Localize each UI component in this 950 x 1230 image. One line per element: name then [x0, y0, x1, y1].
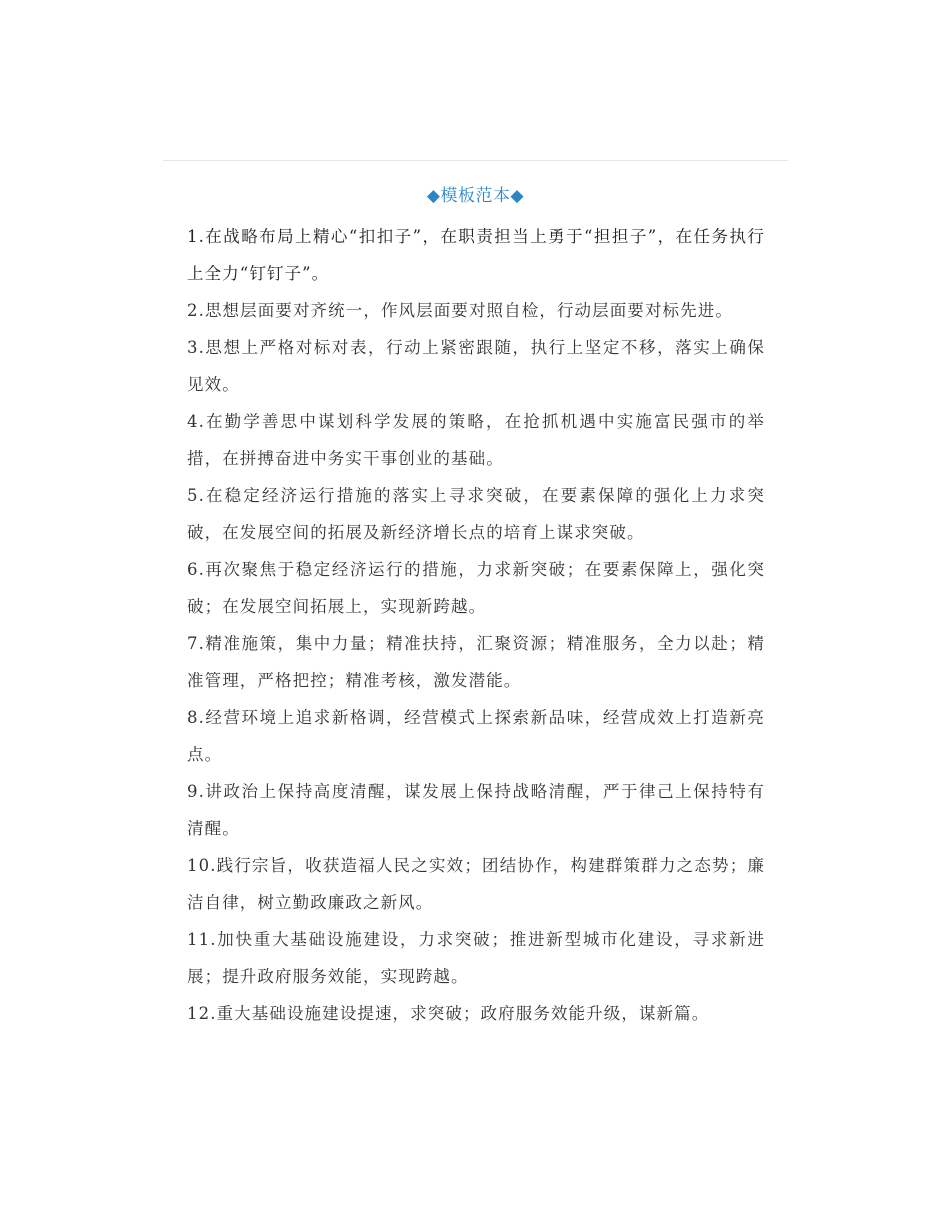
list-item: 2.思想层面要对齐统一，作风层面要对照自检，行动层面要对标先进。: [187, 301, 733, 320]
template-list: [187, 218, 765, 1032]
list-item: 5.在稳定经济运行措施的落实上寻求突破，在要素保障的强化上力求突破，在发展空间的拓展及新经济增长点的培育上谋求突破。: [187, 486, 765, 542]
list-item: 6.再次聚焦于稳定经济运行的措施，力求新突破；在要素保障上，强化突破；在发展空间拓展上，实现新跨越。: [187, 560, 765, 616]
list-item: 4.在勤学善思中谋划科学发展的策略，在抢抓机遇中实施富民强市的举措，在拼搏奋进中务实干事创业的基础。: [187, 412, 765, 468]
list-item: 7.精准施策，集中力量；精准扶持，汇聚资源；精准服务，全力以赴；精准管理，严格把控；精准考核，激发潜能。: [187, 634, 765, 690]
list-item: 11.加快重大基础设施建设，力求突破；推进新型城市化建设，寻求新进展；提升政府服务效能，实现跨越。: [187, 930, 765, 986]
header-divider: [163, 160, 788, 161]
section-heading: ◆模板范本◆: [426, 186, 525, 206]
list-item: 8.经营环境上追求新格调，经营模式上探索新品味，经营成效上打造新亮点。: [187, 708, 765, 764]
list-item: 9.讲政治上保持高度清醒，谋发展上保持战略清醒，严于律己上保持特有清醒。: [187, 782, 765, 838]
list-item: 12.重大基础设施建设提速，求突破；政府服务效能升级，谋新篇。: [187, 1004, 710, 1023]
list-item: 3.思想上严格对标对表，行动上紧密跟随，执行上坚定不移，落实上确保见效。: [187, 338, 765, 394]
list-item: 10.践行宗旨，收获造福人民之实效；团结协作，构建群策群力之态势；廉洁自律，树立勤政廉政之新风。: [187, 856, 765, 912]
list-item: 1.在战略布局上精心“扣扣子”，在职责担当上勇于“担担子”，在任务执行上全力“钉钉子”。: [187, 227, 765, 283]
